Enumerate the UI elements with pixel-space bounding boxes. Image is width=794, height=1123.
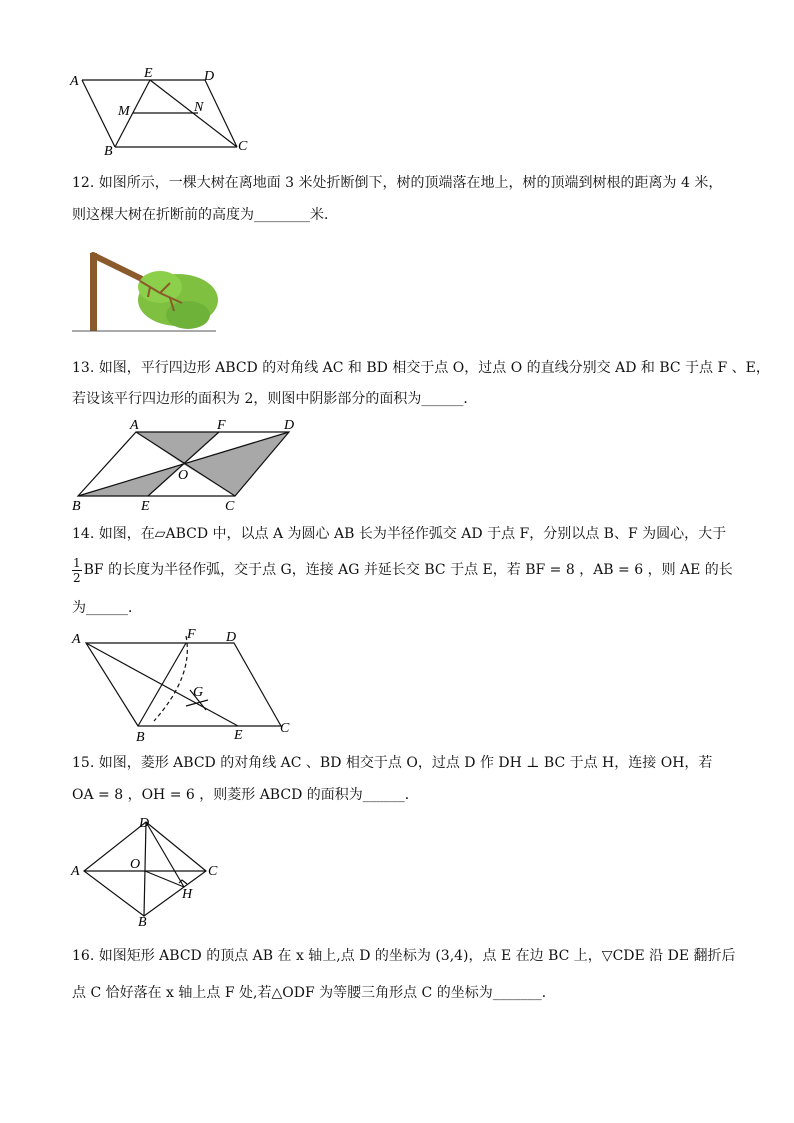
q16-text-line2: 点 C 恰好落在 x 轴上点 F 处,若△ODF 为等腰三角形点 C 的坐标为_______． xyxy=(72,985,556,1001)
label-F: F xyxy=(187,627,196,642)
label-G: G xyxy=(193,685,204,700)
label-A: A xyxy=(71,864,80,879)
label-B: B xyxy=(72,499,81,513)
q13-text-line1: 13. 如图，平行四边形 ABCD 的对角线 AC 和 BD 相交于点 O，过点 O 的直线分别交 AD 和 BC 于点 F 、E， xyxy=(72,360,770,376)
q14-text-line3: 为______． xyxy=(72,600,142,616)
figure-q12-broken-tree xyxy=(70,245,220,335)
q14-text-line2 xyxy=(72,555,733,585)
figure-q13-parallelogram-shaded xyxy=(68,413,308,513)
q16-text-line1: 16. 如图矩形 ABCD 的顶点 AB 在 x 轴上,点 D 的坐标为 (3,4)，点 E 在边 BC 上，▽CDE 沿 DE 翻折后 xyxy=(72,948,736,964)
figure-q14-parallelogram-construction xyxy=(66,626,306,746)
label-A: A xyxy=(130,418,139,433)
label-N: N xyxy=(194,100,204,115)
label-D: D xyxy=(284,418,295,433)
label-H: H xyxy=(182,887,193,902)
q13-text-line2: 若设该平行四边形的面积为 2，则图中阴影部分的面积为______． xyxy=(72,391,478,407)
label-M: M xyxy=(118,104,130,119)
label-B: B xyxy=(136,730,145,745)
q14-text-line2-body: BF 的长度为半径作弧，交于点 G，连接 AG 并延长交 BC 于点 E，若 BF = 8 ，AB = 6 ，则 AE 的长 xyxy=(83,562,733,578)
label-D: D xyxy=(226,630,237,645)
label-E: E xyxy=(141,499,150,513)
label-B: B xyxy=(104,144,113,159)
label-C: C xyxy=(208,864,218,879)
q15-text-line2: OA = 8 ，OH = 6 ，则菱形 ABCD 的面积为______． xyxy=(72,787,419,803)
label-O: O xyxy=(178,468,189,483)
label-O: O xyxy=(130,857,141,872)
label-A: A xyxy=(70,74,79,89)
label-C: C xyxy=(238,139,248,154)
q12-text-line1: 12. 如图所示，一棵大树在离地面 3 米处折断倒下，树的顶端落在地上，树的顶端到树根的距离为 4 米， xyxy=(72,175,723,191)
fraction-numerator: 1 xyxy=(73,555,81,570)
q15-text-line1: 15. 如图，菱形 ABCD 的对角线 AC 、BD 相交于点 O，过点 D 作 DH ⊥ BC 于点 H，连接 OH，若 xyxy=(72,755,713,771)
label-C: C xyxy=(225,499,235,513)
label-E: E xyxy=(234,728,243,743)
label-C: C xyxy=(280,721,290,736)
label-A: A xyxy=(72,632,81,647)
fraction-denominator: 2 xyxy=(73,570,81,585)
figure-q15-rhombus xyxy=(66,812,226,927)
q14-text-line1: 14. 如图，在▱ABCD 中，以点 A 为圆心 AB 长为半径作弧交 AD 于点 F，分别以点 B、F 为圆心，大于 xyxy=(72,526,727,542)
label-D: D xyxy=(139,816,150,831)
q12-text-line2: 则这棵大树在折断前的高度为________米． xyxy=(72,207,338,223)
label-D: D xyxy=(204,69,215,84)
label-B: B xyxy=(138,915,147,927)
fraction-one-half xyxy=(72,556,82,585)
label-F: F xyxy=(217,418,226,433)
figure-q11-parallelogram xyxy=(60,60,260,160)
label-E: E xyxy=(144,66,153,81)
